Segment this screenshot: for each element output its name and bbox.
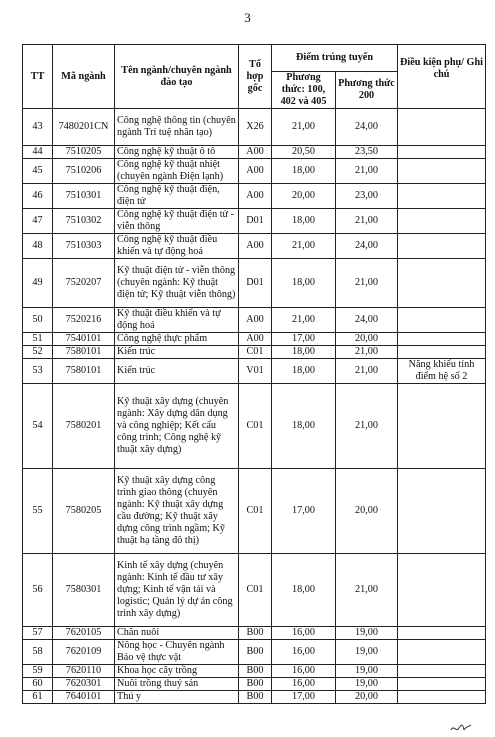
row-tt: 48 (23, 234, 53, 259)
row-tt: 50 (23, 308, 53, 333)
admission-score-table (22, 44, 486, 704)
row-ten-nganh: Công nghệ thực phẩm (115, 333, 239, 346)
row-ten-nganh: Chăn nuôi (115, 627, 239, 640)
row-to-hop: A00 (239, 184, 272, 209)
row-diem-pt100: 21,00 (272, 109, 336, 146)
row-ma-nganh: 7640101 (53, 691, 115, 704)
row-ma-nganh: 7620110 (53, 665, 115, 678)
table-row (23, 333, 486, 346)
row-tt: 56 (23, 554, 53, 627)
row-ghi-chu (398, 259, 486, 308)
row-ma-nganh: 7580201 (53, 384, 115, 469)
row-ten-nganh: Nông học - Chuyên ngành Bảo vệ thực vật (115, 640, 239, 665)
row-ma-nganh: 7480201CN (53, 109, 115, 146)
row-tt: 55 (23, 469, 53, 554)
table-header (23, 45, 486, 109)
row-ten-nganh: Kỹ thuật xây dựng (chuyên ngành: Xây dựng dân dụng và công nghiệp; Kết cấu công trình; Công nghệ kỹ thuật xây dựng) (115, 384, 239, 469)
row-diem-pt100: 18,00 (272, 209, 336, 234)
row-tt: 46 (23, 184, 53, 209)
row-ghi-chu (398, 109, 486, 146)
row-ten-nganh: Nuôi trồng thuỷ sản (115, 678, 239, 691)
row-to-hop: D01 (239, 209, 272, 234)
row-ghi-chu (398, 159, 486, 184)
row-diem-pt100: 16,00 (272, 665, 336, 678)
header-tt: TT (23, 45, 53, 109)
row-tt: 61 (23, 691, 53, 704)
row-to-hop: X26 (239, 109, 272, 146)
row-diem-pt100: 17,00 (272, 691, 336, 704)
row-ghi-chu (398, 308, 486, 333)
row-diem-pt100: 20,50 (272, 146, 336, 159)
row-ghi-chu (398, 234, 486, 259)
row-to-hop: A00 (239, 234, 272, 259)
row-ten-nganh: Kỹ thuật xây dựng công trình giao thông (chuyên ngành: Kỹ thuật xây dựng cầu đường; Kỹ thuật xây dựng công trình ngầm; Kỹ thuật hạ tầng đô thị) (115, 469, 239, 554)
row-tt: 43 (23, 109, 53, 146)
row-ghi-chu (398, 554, 486, 627)
header-ten-nganh: Tên ngành/chuyên ngành đào tạo (115, 45, 239, 109)
page-number: 3 (244, 10, 251, 25)
row-ghi-chu (398, 665, 486, 678)
row-diem-pt200: 23,00 (336, 184, 398, 209)
table-row (23, 640, 486, 665)
table-row (23, 384, 486, 469)
row-tt: 47 (23, 209, 53, 234)
table-row (23, 346, 486, 359)
table-row (23, 469, 486, 554)
row-diem-pt200: 24,00 (336, 308, 398, 333)
initials-mark-icon (450, 722, 472, 734)
row-ghi-chu (398, 640, 486, 665)
table-row (23, 259, 486, 308)
header-phuong-thuc-100: Phương thức: 100, 402 và 405 (272, 72, 336, 109)
row-ten-nganh: Công nghệ kỹ thuật điều khiển và tự động hoá (115, 234, 239, 259)
row-ma-nganh: 7620301 (53, 678, 115, 691)
row-ten-nganh: Thú y (115, 691, 239, 704)
row-ma-nganh: 7580205 (53, 469, 115, 554)
row-ma-nganh: 7510302 (53, 209, 115, 234)
row-ghi-chu (398, 678, 486, 691)
table-row (23, 554, 486, 627)
row-to-hop: A00 (239, 308, 272, 333)
row-to-hop: C01 (239, 469, 272, 554)
row-ma-nganh: 7620109 (53, 640, 115, 665)
row-ten-nganh: Kiến trúc (115, 359, 239, 384)
row-diem-pt200: 20,00 (336, 333, 398, 346)
row-ma-nganh: 7510206 (53, 159, 115, 184)
row-diem-pt100: 20,00 (272, 184, 336, 209)
row-diem-pt200: 21,00 (336, 384, 398, 469)
row-diem-pt100: 18,00 (272, 554, 336, 627)
row-ma-nganh: 7540101 (53, 333, 115, 346)
row-ten-nganh: Kỹ thuật điện tử - viễn thông (chuyên ngành: Kỹ thuật điện tử; Kỹ thuật viễn thông) (115, 259, 239, 308)
table-row (23, 146, 486, 159)
row-to-hop: D01 (239, 259, 272, 308)
row-tt: 60 (23, 678, 53, 691)
row-ten-nganh: Khoa học cây trồng (115, 665, 239, 678)
row-diem-pt200: 19,00 (336, 640, 398, 665)
row-ten-nganh: Công nghệ kỹ thuật điện, điện tử (115, 184, 239, 209)
row-diem-pt200: 19,00 (336, 627, 398, 640)
row-tt: 52 (23, 346, 53, 359)
row-ghi-chu (398, 469, 486, 554)
table-row (23, 678, 486, 691)
row-diem-pt200: 21,00 (336, 209, 398, 234)
row-ten-nganh: Kinh tế xây dựng (chuyên ngành: Kinh tế đầu tư xây dựng; Kinh tế vận tải và logistic; Quản lý dự án công trình xây dựng) (115, 554, 239, 627)
header-ma-nganh: Mã ngành (53, 45, 115, 109)
table-row (23, 359, 486, 384)
table-row (23, 691, 486, 704)
row-ghi-chu: Năng khiếu tính điểm hệ số 2 (398, 359, 486, 384)
row-diem-pt200: 21,00 (336, 554, 398, 627)
header-phuong-thuc-200: Phương thức 200 (336, 72, 398, 109)
row-to-hop: A00 (239, 333, 272, 346)
row-tt: 59 (23, 665, 53, 678)
row-ten-nganh: Kỹ thuật điều khiển và tự động hoá (115, 308, 239, 333)
row-ma-nganh: 7580301 (53, 554, 115, 627)
row-diem-pt200: 21,00 (336, 259, 398, 308)
row-diem-pt200: 20,00 (336, 469, 398, 554)
table-row (23, 209, 486, 234)
row-diem-pt100: 18,00 (272, 359, 336, 384)
table-row (23, 184, 486, 209)
row-to-hop: B00 (239, 678, 272, 691)
row-ghi-chu (398, 333, 486, 346)
row-ma-nganh: 7520216 (53, 308, 115, 333)
row-tt: 53 (23, 359, 53, 384)
row-to-hop: C01 (239, 384, 272, 469)
header-diem-trung-tuyen: Điểm trúng tuyển (272, 45, 398, 72)
row-diem-pt200: 24,00 (336, 109, 398, 146)
row-tt: 57 (23, 627, 53, 640)
row-ghi-chu (398, 146, 486, 159)
row-tt: 54 (23, 384, 53, 469)
header-to-hop: Tổ hợp gốc (239, 45, 272, 109)
table-row (23, 665, 486, 678)
table-row (23, 109, 486, 146)
row-ghi-chu (398, 384, 486, 469)
row-to-hop: A00 (239, 146, 272, 159)
table-row (23, 159, 486, 184)
row-diem-pt200: 19,00 (336, 665, 398, 678)
row-to-hop: A00 (239, 159, 272, 184)
row-ma-nganh: 7510303 (53, 234, 115, 259)
row-diem-pt200: 24,00 (336, 234, 398, 259)
row-tt: 49 (23, 259, 53, 308)
row-ten-nganh: Công nghệ kỹ thuật nhiệt (chuyên ngành Điện lạnh) (115, 159, 239, 184)
row-to-hop: B00 (239, 691, 272, 704)
row-to-hop: V01 (239, 359, 272, 384)
row-ma-nganh: 7520207 (53, 259, 115, 308)
row-to-hop: C01 (239, 554, 272, 627)
row-diem-pt100: 16,00 (272, 627, 336, 640)
table-row (23, 308, 486, 333)
row-ma-nganh: 7580101 (53, 359, 115, 384)
row-ten-nganh: Công nghệ thông tin (chuyên ngành Trí tuệ nhân tạo) (115, 109, 239, 146)
row-diem-pt200: 21,00 (336, 159, 398, 184)
row-diem-pt100: 18,00 (272, 384, 336, 469)
row-diem-pt200: 19,00 (336, 678, 398, 691)
row-diem-pt100: 21,00 (272, 234, 336, 259)
row-ten-nganh: Kiến trúc (115, 346, 239, 359)
row-diem-pt200: 23,50 (336, 146, 398, 159)
row-tt: 58 (23, 640, 53, 665)
row-ma-nganh: 7580101 (53, 346, 115, 359)
row-diem-pt200: 21,00 (336, 346, 398, 359)
row-ghi-chu (398, 691, 486, 704)
row-to-hop: B00 (239, 627, 272, 640)
row-diem-pt100: 17,00 (272, 469, 336, 554)
row-tt: 45 (23, 159, 53, 184)
row-diem-pt200: 21,00 (336, 359, 398, 384)
row-tt: 51 (23, 333, 53, 346)
table-body (23, 109, 486, 704)
row-ghi-chu (398, 209, 486, 234)
row-ten-nganh: Công nghệ kỹ thuật điện tử - viễn thông (115, 209, 239, 234)
row-to-hop: C01 (239, 346, 272, 359)
table-row (23, 234, 486, 259)
row-diem-pt100: 18,00 (272, 259, 336, 308)
header-dieu-kien: Điều kiện phụ/ Ghi chú (398, 45, 486, 109)
row-diem-pt100: 21,00 (272, 308, 336, 333)
row-ghi-chu (398, 346, 486, 359)
row-ma-nganh: 7510205 (53, 146, 115, 159)
row-ma-nganh: 7620105 (53, 627, 115, 640)
row-diem-pt100: 16,00 (272, 678, 336, 691)
row-diem-pt100: 17,00 (272, 333, 336, 346)
row-to-hop: B00 (239, 665, 272, 678)
row-tt: 44 (23, 146, 53, 159)
row-diem-pt100: 16,00 (272, 640, 336, 665)
row-ma-nganh: 7510301 (53, 184, 115, 209)
row-ghi-chu (398, 184, 486, 209)
row-ghi-chu (398, 627, 486, 640)
row-diem-pt100: 18,00 (272, 159, 336, 184)
row-ten-nganh: Công nghệ kỹ thuật ô tô (115, 146, 239, 159)
row-diem-pt100: 18,00 (272, 346, 336, 359)
row-to-hop: B00 (239, 640, 272, 665)
table-row (23, 627, 486, 640)
row-diem-pt200: 20,00 (336, 691, 398, 704)
